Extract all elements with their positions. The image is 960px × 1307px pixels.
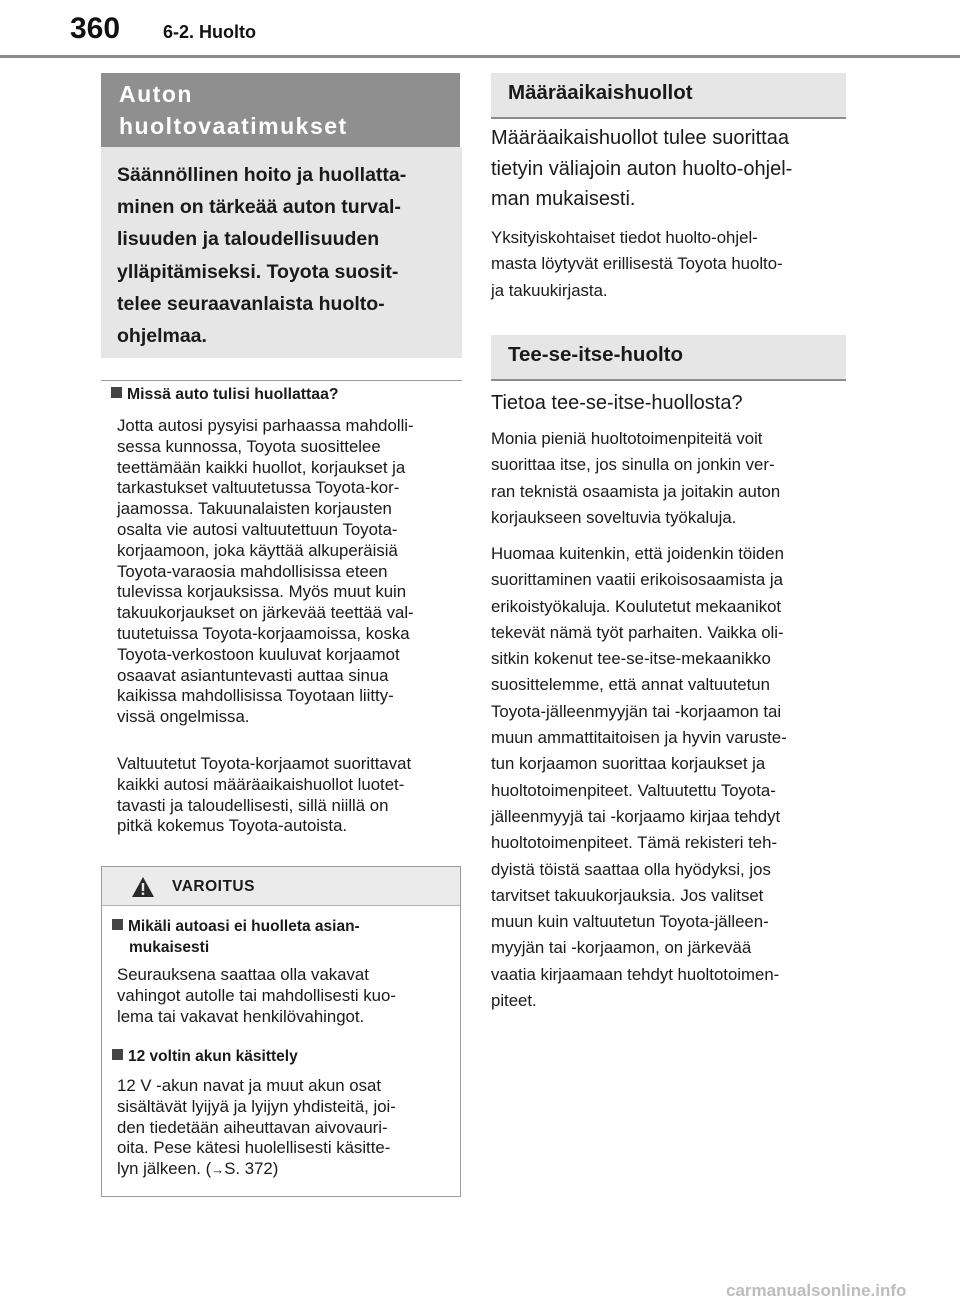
periodic-body: Yksityiskohtaiset tiedot huolto-ohjel- masta löytyvät erillisestä Toyota huolto- ja takuukirjasta. bbox=[491, 228, 783, 300]
square-bullet-icon bbox=[112, 1049, 123, 1060]
warning-title: VAROITUS bbox=[172, 878, 255, 895]
diy-question: Tietoa tee-se-itse-huollosta? bbox=[491, 392, 743, 414]
diy-paragraph-2: Huomaa kuitenkin, että joidenkin töiden suorittaminen vaatii erikoisosaamista ja erikoistyökaluja. Koulutetut mekaanikot tekevät nämä työt parhaiten. Vaikka oli- sitkin kokenut tee-se-itse-mekaanikko suosittelemme, että annat valtuutetun Toyota-jälleenmyyjän tai -korjaamon tai muun ammattitaitoisen ja hyvin varuste- tun korjaamon suorittaa korjaukset ja huoltotoimenpiteet. Valtuutettu Toyota- jälleenmyyjä tai -korjaamo kirjaa tehdyt huoltotoimenpiteet. Tämä rekisteri teh- dyistä töistä saattaa olla hyödyksi, jos tarvitset takuukorjauksia. Jos valitset muun kuin valtuutetun Toyota-jälleen- myyjän tai -korjaamon, on järkevää vaatia kirjaamaan tehdyt huoltotoimen- piteet. bbox=[491, 544, 787, 1011]
warning-item-1-heading: Mikäli autoasi ei huolleta asian- mukaisesti bbox=[112, 917, 360, 958]
square-bullet-icon bbox=[111, 387, 122, 398]
periodic-maintenance-heading-box bbox=[491, 73, 846, 119]
diy-paragraph-1: Monia pieniä huoltotoimenpiteitä voit suorittaa itse, jos sinulla on jonkin ver- ran teknistä osaamista ja joitakin auton korjaukseen soveltuvia työkaluja. bbox=[491, 429, 781, 527]
intro-text: Säännöllinen hoito ja huollatta- minen on tärkeää auton turval- lisuuden ja taloudellisuuden ylläpitämiseksi. Toyota suosit- telee seuraavanlaista huolto- ohjelmaa. bbox=[117, 164, 407, 348]
where-paragraph-2: Valtuutetut Toyota-korjaamot suorittavat kaikki autosi määräaikaishuollot luotet- tavasti ja taloudellisesti, sillä niillä on pitkä kokemus Toyota-autoista. bbox=[117, 754, 412, 836]
square-bullet-icon bbox=[112, 919, 123, 930]
watermark: carmanualsonline.info bbox=[726, 1281, 907, 1300]
diy-maintenance-heading-box bbox=[491, 335, 846, 381]
section-title: 6-2. Huolto bbox=[163, 22, 256, 42]
page-header bbox=[0, 0, 960, 58]
warning-item-2-body: 12 V -akun navat ja muut akun osat sisältävät lyijyä ja lyijyn yhdisteitä, joi- den tiedetään aiheuttavan aivovauri- oita. Pese kätesi huolellisesti käsitte- lyn jälkeen. (→S. 372) bbox=[117, 1076, 396, 1179]
header-divider bbox=[0, 55, 960, 58]
warning-header bbox=[102, 867, 460, 906]
chapter-title: Auton huoltovaatimukset bbox=[119, 81, 348, 139]
periodic-lead: Määräaikaishuollot tulee suorittaa tietyin väliajoin auton huolto-ohjel- man mukaisesti. bbox=[491, 127, 793, 210]
page-number: 360 bbox=[70, 12, 121, 45]
periodic-maintenance-heading: Määräaikaishuollot bbox=[508, 81, 693, 104]
divider bbox=[101, 380, 462, 381]
page-reference-link[interactable]: S. 372) bbox=[224, 1159, 279, 1179]
warning-item-2-heading: 12 voltin akun käsittely bbox=[112, 1047, 298, 1067]
arrow-right-icon: → bbox=[211, 1162, 225, 1178]
intro-box bbox=[101, 147, 462, 358]
warning-box bbox=[101, 866, 461, 1197]
warning-triangle-icon bbox=[131, 876, 155, 898]
where-paragraph-1: Jotta autosi pysyisi parhaassa mahdolli- sessa kunnossa, Toyota suosittelee teettämään kaikki huollot, korjaukset ja tarkastukset valtuutetussa Toyota-kor- jaamossa. Takuunalaisten korjausten osalta vie autosi valtuutettuun Toyota- korjaamoon, joka käyttää alkuperäisiä Toyota-varaosia mahdollisissa eteen tulevissa korjauksissa. Myös muut kuin takuukorjaukset on järkevää teettää val- tuutetuissa Toyota-korjaamoissa, koska Toyota-verkostoon kuuluvat korjaamot osaavat asiantuntevasti auttaa sinua kaikissa mahdollisissa Toyotaan liitty- vissä ongelmissa. bbox=[117, 416, 414, 727]
warning-item-1-body: Seurauksena saattaa olla vakavat vahingot autolle tai mahdollisesti kuo- lema tai vakavat henkilövahingot. bbox=[117, 965, 396, 1026]
diy-maintenance-heading: Tee-se-itse-huolto bbox=[508, 343, 684, 366]
chapter-title-box bbox=[101, 73, 460, 147]
where-heading: Missä auto tulisi huollattaa? bbox=[111, 385, 339, 405]
